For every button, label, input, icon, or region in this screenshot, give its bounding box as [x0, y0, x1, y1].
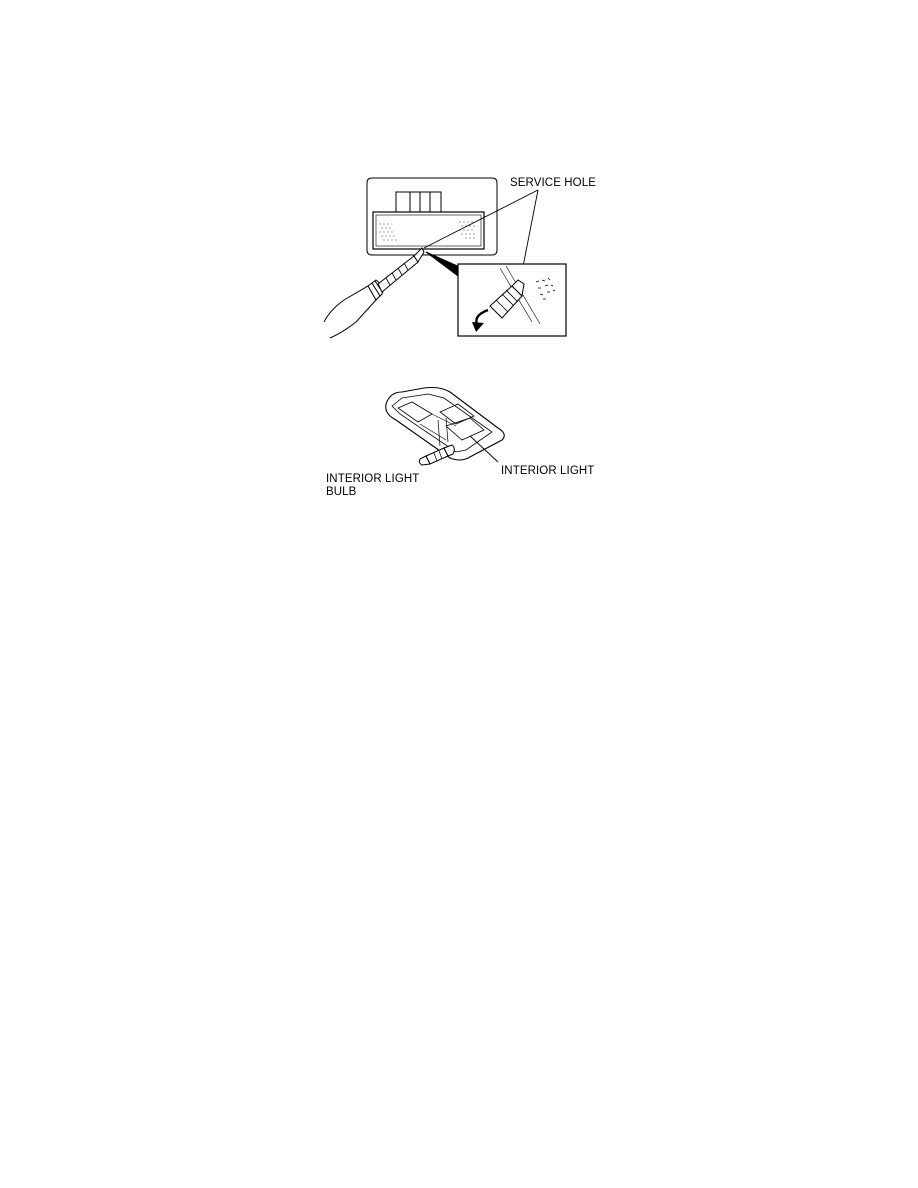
bulb-label-line-2: BULB [326, 486, 357, 498]
interior-light-bulb-label [326, 473, 419, 499]
interior-light-label: INTERIOR LIGHT [501, 465, 595, 477]
bulb-label-line-1: INTERIOR LIGHT [326, 473, 420, 485]
service-hole-label: SERVICE HOLE [510, 177, 596, 189]
interior-light-diagram [0, 0, 918, 520]
